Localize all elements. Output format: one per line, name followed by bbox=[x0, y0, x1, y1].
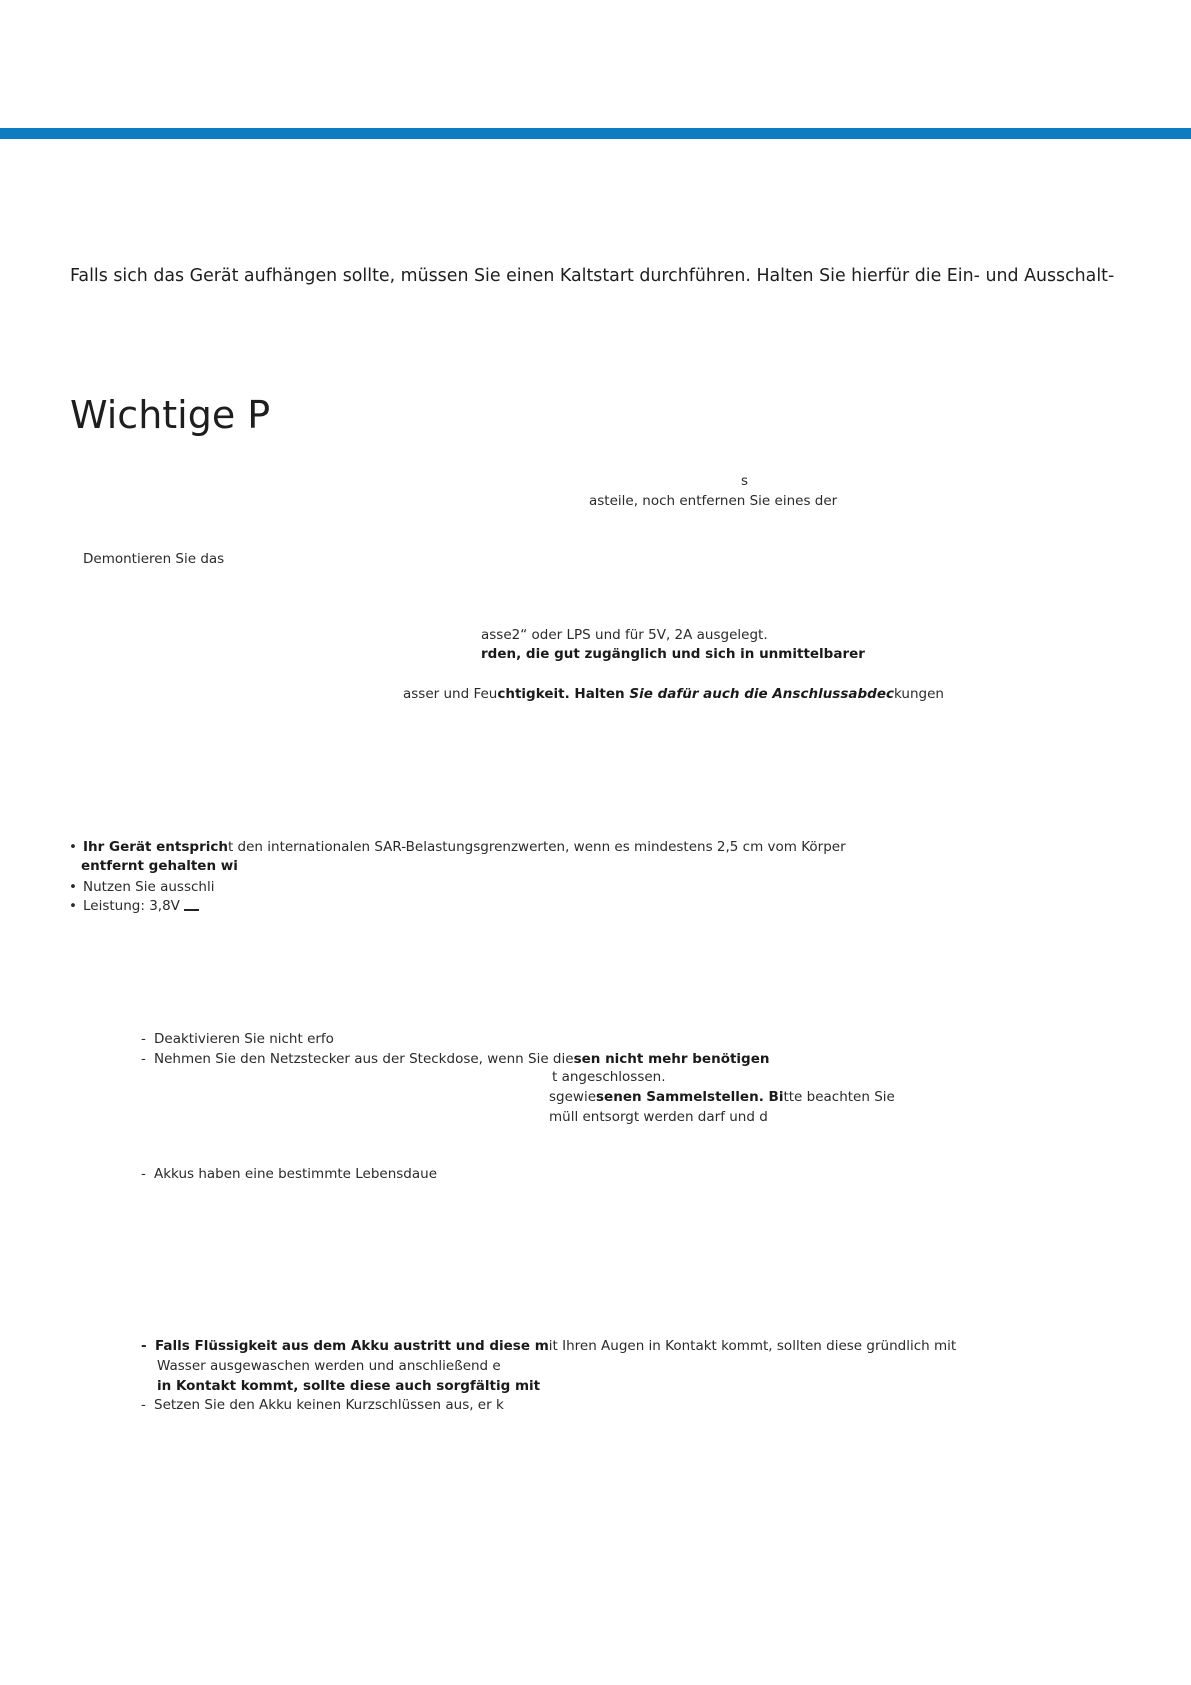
intro-paragraph: Falls sich das Gerät aufhängen sollte, müssen Sie einen Kaltstart durchführen. Halten Sie hierfür die Ein- und Ausschalt- bbox=[70, 266, 1115, 286]
text-fragment: asser und Feu bbox=[403, 686, 498, 702]
bullet-item: Leistung: 3,8V bbox=[83, 898, 180, 914]
list-item bbox=[155, 1337, 956, 1355]
text-fragment: kungen bbox=[893, 686, 944, 702]
bullet-text: t den internationalen SAR-Belastungsgrenzwerten, wenn es mindestens 2,5 cm vom Körper bbox=[227, 839, 846, 855]
list-item: Deaktivieren Sie nicht erfo bbox=[154, 1031, 334, 1047]
list-item: Setzen Sie den Akku keinen Kurzschlüssen aus, er k bbox=[154, 1397, 504, 1413]
list-text: it Ihren Augen in Kontakt kommt, sollten diese gründlich mit bbox=[548, 1338, 957, 1354]
bullet-item bbox=[83, 838, 846, 856]
text-fragment: s bbox=[741, 473, 749, 489]
bullet-bold: Ihr Gerät entsprich bbox=[83, 839, 228, 855]
text-fragment: chtigkeit. Halten bbox=[497, 686, 630, 702]
text-fragment: asteile, noch entfernen Sie eines der bbox=[589, 493, 838, 509]
list-item: Akkus haben eine bestimmte Lebensdaue bbox=[154, 1166, 437, 1182]
text-fragment-line bbox=[549, 1088, 895, 1106]
text-fragment: tte beachten Sie bbox=[783, 1089, 895, 1105]
text-fragment: senen Sammelstellen. Bi bbox=[596, 1089, 784, 1105]
bullet-glyph: • bbox=[69, 898, 77, 914]
section-heading: Wichtige P bbox=[70, 393, 271, 437]
text-fragment-line bbox=[403, 685, 944, 703]
bullet-glyph: • bbox=[69, 839, 77, 855]
dash-glyph: - bbox=[141, 1397, 146, 1413]
list-continuation: Wasser ausgewaschen werden und anschließend e bbox=[157, 1358, 501, 1374]
header-accent-bar bbox=[0, 128, 1191, 139]
list-text: Nehmen Sie den Netzstecker aus der Steckdose, wenn Sie die bbox=[154, 1051, 574, 1067]
text-fragment: müll entsorgt werden darf und d bbox=[549, 1109, 768, 1125]
dash-glyph: - bbox=[141, 1051, 146, 1067]
list-item bbox=[154, 1050, 769, 1068]
list-text-bold: sen nicht mehr benötigen bbox=[573, 1051, 770, 1067]
text-fragment: Demontieren Sie das bbox=[83, 551, 225, 567]
dash-glyph: - bbox=[141, 1166, 146, 1182]
list-text-bold: Falls Flüssigkeit aus dem Akku austritt und diese m bbox=[155, 1338, 549, 1354]
dash-glyph: - bbox=[141, 1031, 146, 1047]
bullet-item: Nutzen Sie ausschli bbox=[83, 879, 215, 895]
text-fragment: rden, die gut zugänglich und sich in unmittelbarer bbox=[481, 646, 865, 662]
list-continuation: in Kontakt kommt, sollte diese auch sorgfältig mit bbox=[157, 1378, 541, 1394]
dash-glyph: - bbox=[141, 1338, 147, 1354]
bullet-glyph: • bbox=[69, 879, 77, 895]
text-fragment: asse2“ oder LPS und für 5V, 2A ausgelegt. bbox=[481, 627, 768, 643]
text-fragment: Sie dafür auch die Anschlussabdec bbox=[629, 686, 894, 702]
bullet-continuation: entfernt gehalten wi bbox=[81, 858, 238, 874]
text-fragment: sgewie bbox=[549, 1089, 597, 1105]
text-fragment: t angeschlossen. bbox=[552, 1069, 666, 1085]
dash-mark bbox=[184, 909, 199, 911]
